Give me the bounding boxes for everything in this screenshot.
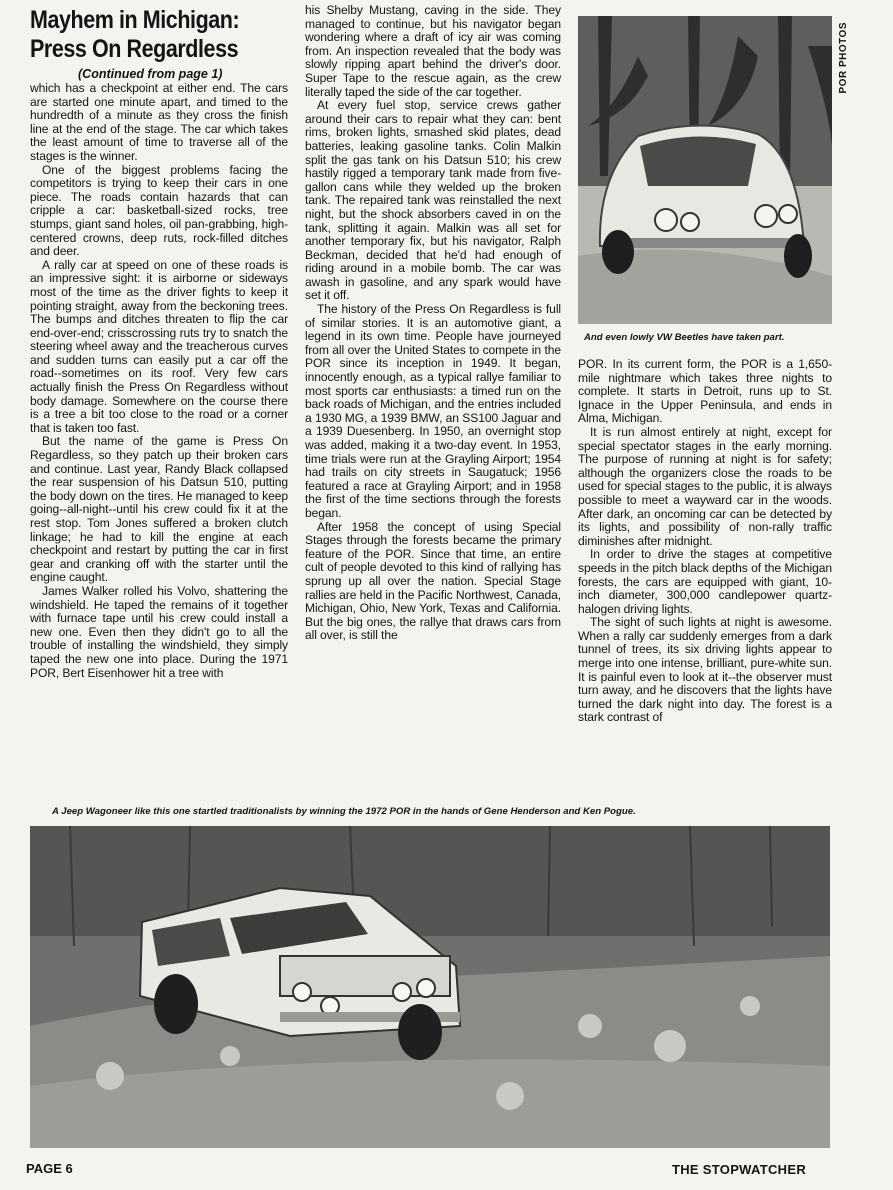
paragraph: POR. In its current form, the POR is a 1,650-mile nightmare which takes three nights to complete. It starts in Detroit, runs up to St. Ignace in the Upper Peninsula, and ends in Alma, Michigan. xyxy=(578,358,832,426)
paragraph: his Shelby Mustang, caving in the side. They managed to continue, but his navigator began wondering where a draft of icy air was coming from. An inspection revealed that the body was slowly ripping apart behind the driver's door. Super Tape to the rescue again, as the crew literally taped the side of the car together. xyxy=(305,4,561,99)
publication-name: THE STOPWATCHER xyxy=(672,1162,807,1177)
paragraph: which has a checkpoint at either end. The cars are started one minute apart, and timed to the hundredth of a minute as they cross the finish line at the end of the stage. The car which takes the least amount of time to traverse all of the stages is the winner. xyxy=(30,82,288,163)
article-column-1 xyxy=(30,82,288,798)
jeep-wagoneer-illustration xyxy=(30,826,830,1148)
article-column-3 xyxy=(578,358,832,798)
headline xyxy=(30,6,262,64)
continued-note: (Continued from page 1) xyxy=(78,67,223,81)
paragraph: At every fuel stop, service crews gather around their cars to repair what they can: bent rims, broken lights, smashed skid plates, dead batteries, leaking gasoline tanks. Colin Malkin split the gas tank on his Datsun 510; his crew hastily rigged a temporary tank made from five-gallon cans while they welded up the broken tank. The repaired tank was reinstalled the next night, but the shock absorbers caved in on the tank, splitting it again. Malkin was all set for another temporary fix, but his navigator, Ralph Beckman, decided that he'd had enough of riding around in a mobile bomb. The car was awash in gasoline, and any spark would have set it off. xyxy=(305,98,561,303)
paragraph: The sight of such lights at night is awesome. When a rally car suddenly emerges from a dark tunnel of trees, its six driving lights appear to merge into one intense, brilliant, pure-white sun. It is painful even to look at it--the observer must turn away, and he discovers that the lights have turned the dark night into day. The forest is a stark contrast of xyxy=(578,615,832,725)
paragraph: It is run almost entirely at night, except for special spectator stages in the early morning. The purpose of running at night is for safety; although the organizers close the roads to be used for special stages to the public, it is always possible to meet a wayward car in the woods. After dark, an oncoming car can be detected by its lights, and possibility of non-rally traffic diminishes after midnight. xyxy=(578,424,832,548)
paragraph: James Walker rolled his Volvo, shattering the windshield. He taped the remains of it together with furnace tape until his crew could install a new one. Even then they didn't go to all the trouble of installing the windshield, they simply taped the new one into place. During the 1971 POR, Bert Eisenhower hit a tree with xyxy=(30,583,288,680)
article-column-2 xyxy=(305,4,561,798)
jeep-wagoneer-photo xyxy=(30,826,830,1148)
paragraph: One of the biggest problems facing the competitors is trying to keep their cars in one piece. The roads contain hazards that can cripple a car: basketball-sized rocks, tree stumps, giant sand holes, oil pan-grabbing, high-centered crowns, deep ruts, rock-filled ditches and deer. xyxy=(30,162,288,259)
headline-line-2: Press On Regardless xyxy=(30,35,239,63)
paragraph: The history of the Press On Regardless is full of similar stories. It is an automotive giant, a legend in its own time. People have journeyed from all over the United States to compete in the POR since its inception in 1949. It began, innocently enough, as a typical rallye familiar to most sports car enthusiasts: a timed run on the back roads of Michigan, and the entries included a 1930 MG, a 1939 BMW, an SS100 Jaguar and a 1939 Duesenberg. In 1950, an overnight stop was added, making it a two-day event. In 1953, time trials were run at the Grayling Airport; 1954 had trails on city streets in Saugatuck; 1956 featured a race at Grayling Airport; and in 1958 the first of the time sections through the forests began. xyxy=(305,302,561,520)
jeep-caption: A Jeep Wagoneer like this one startled traditionalists by winning the 1972 POR in the hands of Gene Henderson and Ken Pogue. xyxy=(52,806,636,817)
photo-credit: POR PHOTOS xyxy=(838,22,849,94)
headline-line-1: Mayhem in Michigan: xyxy=(30,6,240,34)
paragraph: A rally car at speed on one of these roads is an impressive sight: it is airborne or sideways most of the time as the driver fights to keep it pointing straight, away from the beckoning trees. The bumps and ditches threaten to flip the car end-over-end; crisscrossing ruts try to snatch the steering wheel away and the treacherous curves and sudden turns can easily put a car off the road--sometimes on its roof. Very few cars actually finish the Press On Regardless without body damage. Somewhere on the course there is a tree a bit too close to the road or a corner that is taken too fast. xyxy=(30,257,288,435)
paragraph: In order to drive the stages at competitive speeds in the pitch black depths of the Michigan forests, the cars are equipped with giant, 10-inch diameter, 300,000 candlepower quartz-halogen driving lights. xyxy=(578,547,832,616)
paragraph: But the name of the game is Press On Regardless, so they patch up their broken cars and continue. Last year, Randy Black collapsed the rear suspension of his Datsun 510, putting the body down on the tires. He managed to keep going--all-night--until his crew could fix it at the rest stop. Tom Jones suffered a broken clutch linkage; he had to kill the engine at each checkpoint and restart by putting the car in first gear and cranking off with the starter until the engine caught. xyxy=(30,434,288,585)
paragraph: After 1958 the concept of using Special Stages through the forests became the primary feature of the POR. Since that time, an entire cult of people devoted to this kind of rallying has sprung up all over the nation. Special Stage rallies are held in the Pacific Northwest, Canada, Michigan, Ohio, New York, Texas and California. But the big ones, the rallye that draws cars from all over, is still the xyxy=(305,519,561,643)
vw-beetle-illustration xyxy=(578,16,832,324)
vw-caption: And even lowly VW Beetles have taken part. xyxy=(584,332,785,343)
page-number: PAGE 6 xyxy=(26,1161,73,1176)
vw-beetle-photo xyxy=(578,16,832,324)
